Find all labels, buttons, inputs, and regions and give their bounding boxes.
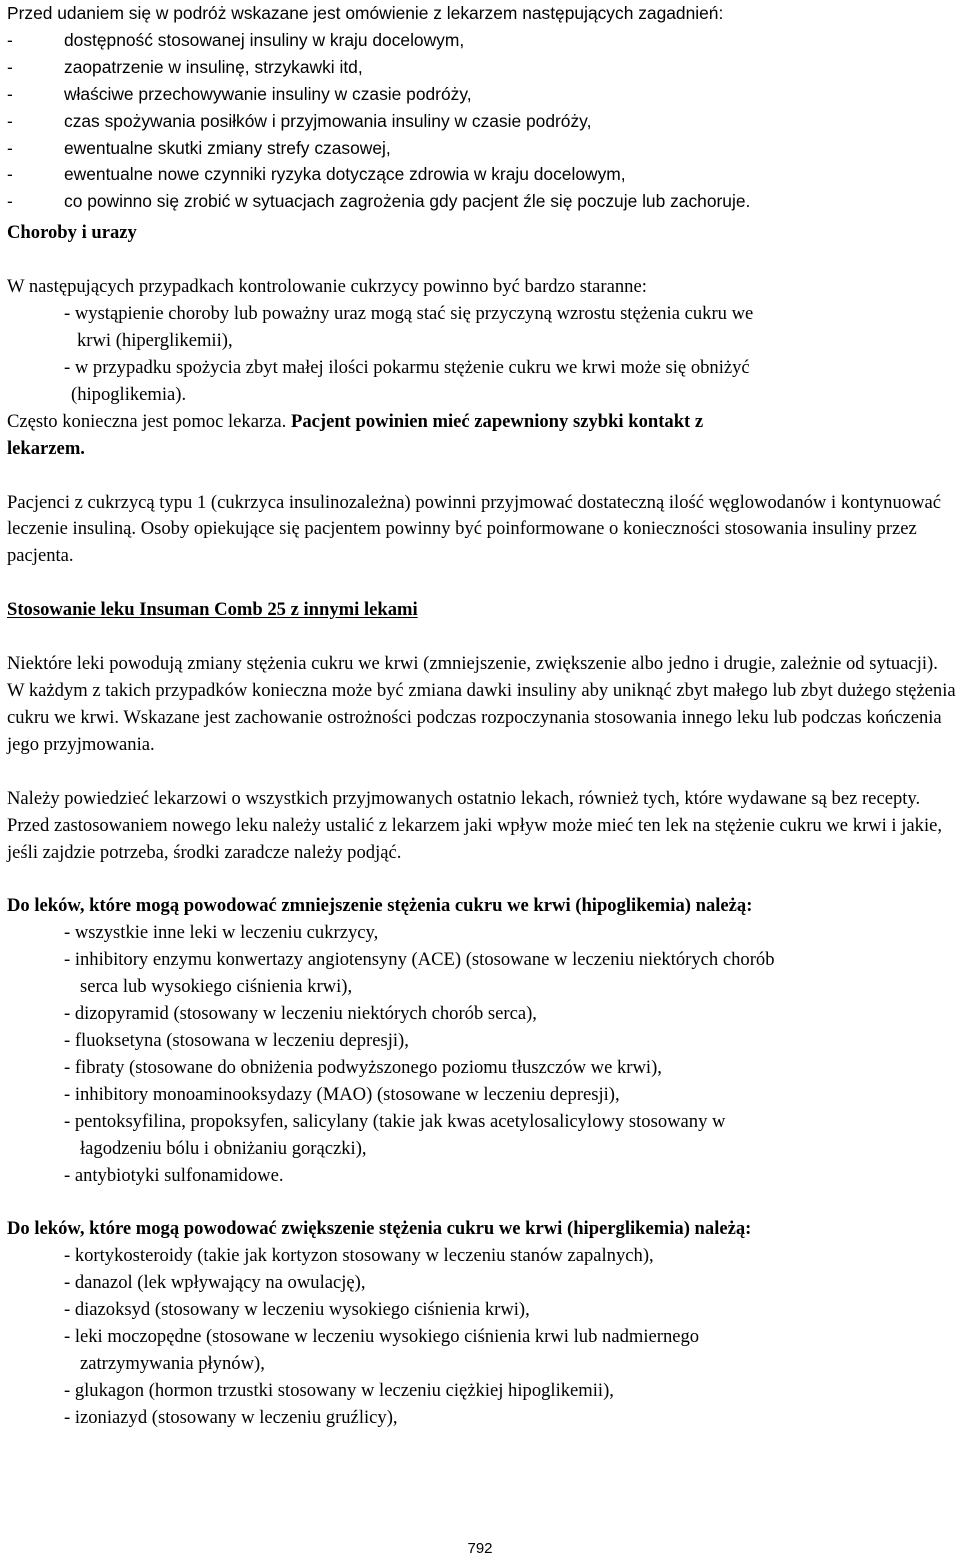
illness-item-1-cont: krwi (hiperglikemii), xyxy=(77,329,233,351)
list-item: - diazoksyd (stosowany w leczeniu wysokiego ciśnienia krwi), xyxy=(64,1299,530,1321)
hypo-heading: Do leków, które mogą powodować zmniejszenie stężenia cukru we krwi (hipoglikemia) należą: xyxy=(7,895,753,917)
list-item: - leki moczopędne (stosowane w leczeniu wysokiego ciśnienia krwi lub nadmiernego xyxy=(64,1326,700,1348)
list-item: - wszystkie inne leki w leczeniu cukrzycy, xyxy=(64,922,379,944)
list-item: - antybiotyki sulfonamidowe. xyxy=(64,1164,284,1186)
illness-item-2-cont: (hipoglikemia). xyxy=(71,383,187,405)
travel-intro: Przed udaniem się w podróż wskazane jest omówienie z lekarzem następujących zagadnień: xyxy=(7,3,724,23)
list-item-cont: łagodzeniu bólu i obniżaniu gorączki), xyxy=(80,1137,367,1159)
interactions-paragraph-2: Należy powiedzieć lekarzowi o wszystkich przyjmowanych ostatnio lekach, również tych, które wydawane są bez recepty. Przed zastosowaniem nowego leku należy ustalić z lekarzem jaki wpływ może mieć ten lek na stężenie cukru we krwi i jakie, jeśli zajdzie potrzeba, środki zaradcze należy podjąć. xyxy=(7,787,943,863)
list-item: - inhibitory monoaminooksydazy (MAO) (stosowane w leczeniu depresji), xyxy=(64,1083,620,1105)
hypo-list xyxy=(7,920,957,1189)
travel-list xyxy=(7,27,957,215)
interactions-paragraph-1: Niektóre leki powodują zmiany stężenia cukru we krwi (zmniejszenie, zwiększenie albo jedno i drugie, zależnie od sytuacji). W każdym z takich przypadków konieczna może być zmiana dawki insuliny aby uniknąć zbyt małego lub zbyt dużego stężenia cukru we krwi. Wskazane jest zachowanie ostrożności podczas rozpoczynania stosowania innego leku lub podczas kończenia jego przyjmowania. xyxy=(7,653,956,755)
list-item: - fibraty (stosowane do obniżenia podwyższonego poziomu tłuszczów we krwi), xyxy=(64,1056,662,1078)
list-item: - ewentualne nowe czynniki ryzyka dotyczące zdrowia w kraju docelowym, xyxy=(7,164,626,185)
illness-intro: W następujących przypadkach kontrolowanie cukrzycy powinno być bardzo staranne: xyxy=(7,276,647,298)
hyper-heading: Do leków, które mogą powodować zwiększenie stężenia cukru we krwi (hiperglikemia) należą: xyxy=(7,1218,752,1240)
list-item: - czas spożywania posiłków i przyjmowania insuliny w czasie podróży, xyxy=(7,110,592,131)
list-item: - danazol (lek wpływający na owulację), xyxy=(64,1272,366,1294)
interactions-heading: Stosowanie leku Insuman Comb 25 z innymi lekami xyxy=(7,599,418,621)
list-item: - ewentualne skutki zmiany strefy czasowej, xyxy=(7,137,391,158)
illness-item-1: - wystąpienie choroby lub poważny uraz mogą stać się przyczyną wzrostu stężenia cukru we xyxy=(64,303,754,325)
list-item: - fluoksetyna (stosowana w leczeniu depresji), xyxy=(64,1030,409,1051)
list-item: - zaopatrzenie w insulinę, strzykawki itd, xyxy=(7,56,363,77)
list-item: - izoniazyd (stosowany w leczeniu gruźlicy), xyxy=(64,1406,398,1428)
hyper-list xyxy=(7,1243,957,1431)
list-item: - dizopyramid (stosowany w leczeniu niektórych chorób serca), xyxy=(64,1003,537,1025)
type1-paragraph: Pacjenci z cukrzycą typu 1 (cukrzyca insulinozależna) powinni przyjmować dostateczną ilość węglowodanów i kontynuować leczenie insuliną. Osoby opiekujące się pacjentem powinny być poinformowane o konieczności stosowania insuliny przez pacjenta. xyxy=(7,491,941,567)
list-item-cont: zatrzymywania płynów), xyxy=(80,1352,265,1374)
page-number: 792 xyxy=(467,1540,493,1557)
illness-item-2: - w przypadku spożycia zbyt małej ilości pokarmu stężenie cukru we krwi może się obniżyć xyxy=(64,356,750,378)
doctor-note: Często konieczna jest pomoc lekarza. Pacjent powinien mieć zapewniony szybki kontakt z xyxy=(7,410,704,432)
list-item-cont: serca lub wysokiego ciśnienia krwi), xyxy=(80,976,353,998)
doctor-note-cont: lekarzem. xyxy=(7,437,85,459)
list-item: - glukagon (hormon trzustki stosowany w leczeniu ciężkiej hipoglikemii), xyxy=(64,1379,614,1401)
list-item: - właściwe przechowywanie insuliny w czasie podróży, xyxy=(7,83,472,104)
illness-heading: Choroby i urazy xyxy=(7,222,137,244)
document-page xyxy=(7,0,957,1432)
list-item: - inhibitory enzymu konwertazy angiotensyny (ACE) (stosowane w leczeniu niektórych chorób xyxy=(64,949,775,971)
list-item: - dostępność stosowanej insuliny w kraju docelowym, xyxy=(7,29,465,50)
list-item: - co powinno się zrobić w sytuacjach zagrożenia gdy pacjent źle się poczuje lub zachoruje. xyxy=(7,191,751,212)
list-item: - pentoksyfilina, propoksyfen, salicylany (takie jak kwas acetylosalicylowy stosowany w xyxy=(64,1110,726,1132)
list-item: - kortykosteroidy (takie jak kortyzon stosowany w leczeniu stanów zapalnych), xyxy=(64,1245,654,1267)
